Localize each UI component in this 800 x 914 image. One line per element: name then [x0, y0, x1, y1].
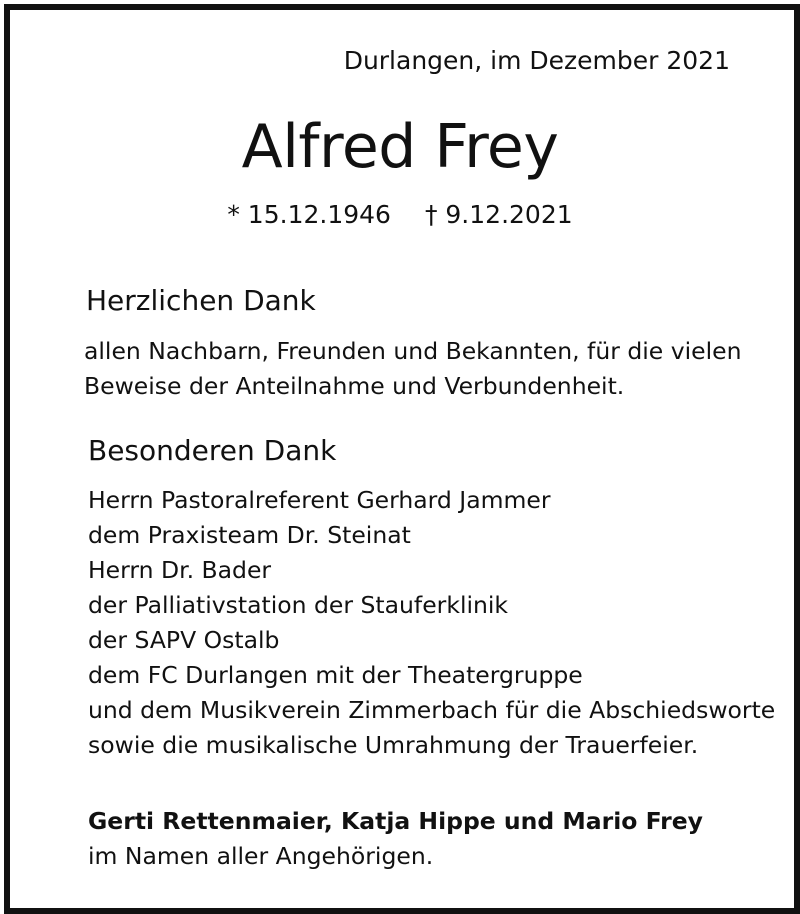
life-dates — [0, 200, 800, 229]
thanks-line: Beweise der Anteilnahme und Verbundenheit. — [84, 372, 625, 400]
special-thanks-heading: Besonderen Dank — [88, 434, 337, 467]
special-thanks-line: sowie die musikalische Umrahmung der Trauerfeier. — [88, 731, 699, 759]
signers-suffix: im Namen aller Angehörigen. — [88, 842, 434, 870]
special-thanks-line: und dem Musikverein Zimmerbach für die Abschiedsworte — [88, 696, 776, 724]
special-thanks-line: dem FC Durlangen mit der Theatergruppe — [88, 661, 583, 689]
birth-date: * 15.12.1946 — [227, 200, 391, 229]
special-thanks-list — [88, 483, 775, 763]
special-thanks-line: dem Praxisteam Dr. Steinat — [88, 521, 411, 549]
special-thanks-line: der Palliativstation der Stauferklinik — [88, 591, 509, 619]
thanks-line: allen Nachbarn, Freunden und Bekannten, für die vielen — [84, 337, 742, 365]
signature-block — [88, 804, 703, 874]
special-thanks-line: Herrn Pastoralreferent Gerhard Jammer — [88, 486, 551, 514]
special-thanks-line: der SAPV Ostalb — [88, 626, 280, 654]
place-date: Durlangen, im Dezember 2021 — [343, 46, 730, 75]
signers: Gerti Rettenmaier, Katja Hippe und Mario Frey — [88, 807, 703, 835]
thanks-text — [84, 334, 742, 404]
thanks-heading: Herzlichen Dank — [86, 284, 316, 317]
deceased-name: Alfred Frey — [241, 112, 559, 182]
death-date: † 9.12.2021 — [424, 200, 573, 229]
special-thanks-line: Herrn Dr. Bader — [88, 556, 272, 584]
